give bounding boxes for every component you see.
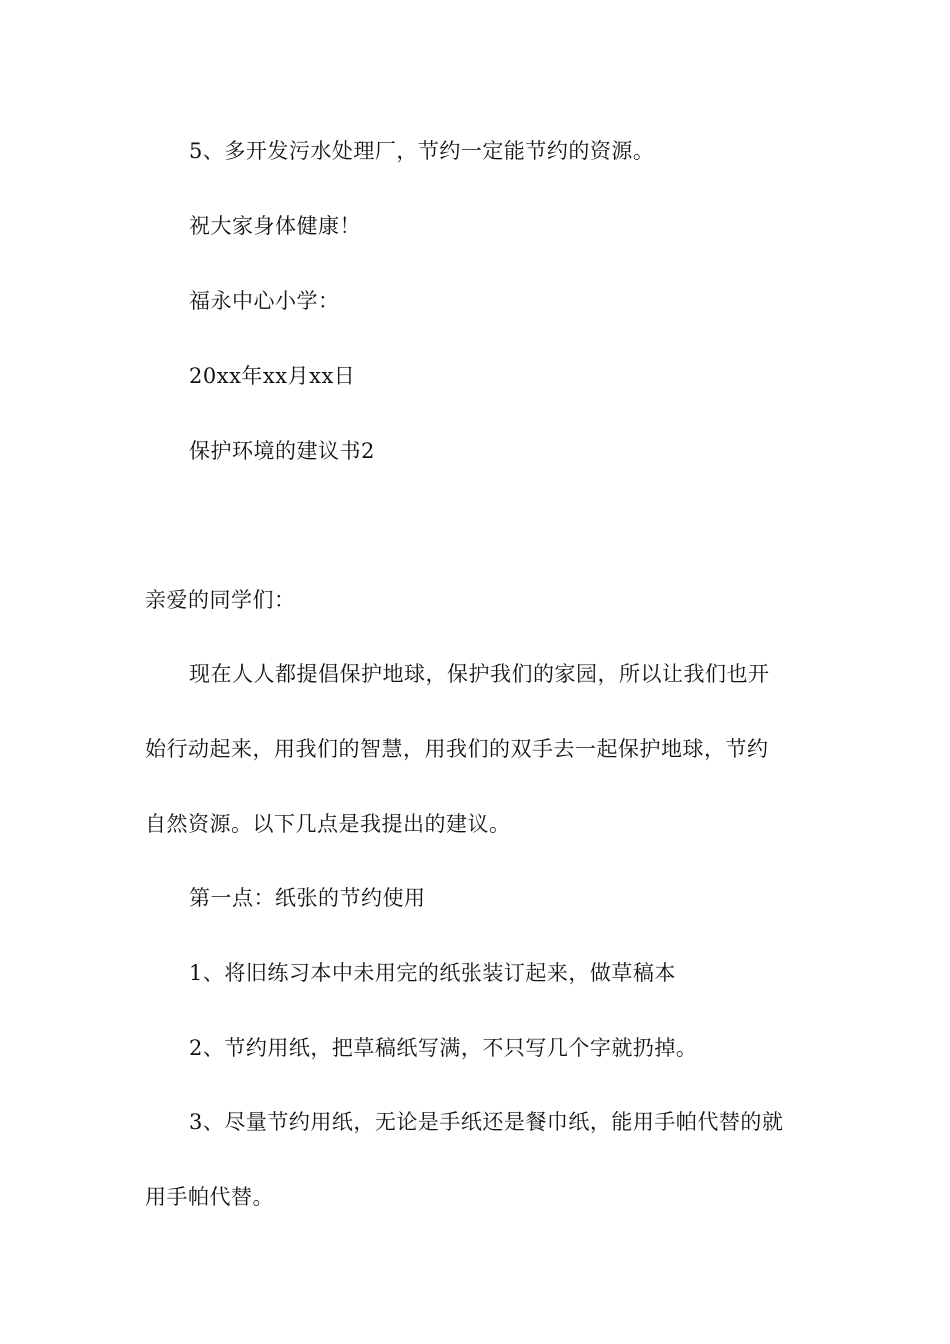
paragraph-line: 始行动起来，用我们的智慧，用我们的双手去一起保护地球，节约: [145, 737, 769, 761]
list-item: 3、尽量节约用纸，无论是手纸还是餐巾纸，能用手帕代替的就: [189, 1110, 784, 1134]
suggestion-item-5: 5、多开发污水处理厂，节约一定能节约的资源。: [189, 139, 655, 163]
signature-date: 20xx年xx月xx日: [189, 364, 356, 388]
closing-wish: 祝大家身体健康！: [189, 214, 361, 238]
list-item: 1、将旧练习本中未用完的纸张装订起来，做草稿本: [189, 961, 676, 985]
salutation: 亲爱的同学们：: [145, 588, 296, 612]
list-item-continuation: 用手帕代替。: [145, 1185, 274, 1209]
section-title: 保护环境的建议书2: [189, 439, 375, 463]
point-heading: 第一点：纸张的节约使用: [189, 886, 426, 910]
signature-school: 福永中心小学：: [189, 289, 340, 313]
list-item: 2、节约用纸，把草稿纸写满，不只写几个字就扔掉。: [189, 1036, 698, 1060]
paragraph-line: 自然资源。以下几点是我提出的建议。: [145, 812, 511, 836]
paragraph-line: 现在人人都提倡保护地球，保护我们的家园，所以让我们也开: [189, 662, 770, 686]
